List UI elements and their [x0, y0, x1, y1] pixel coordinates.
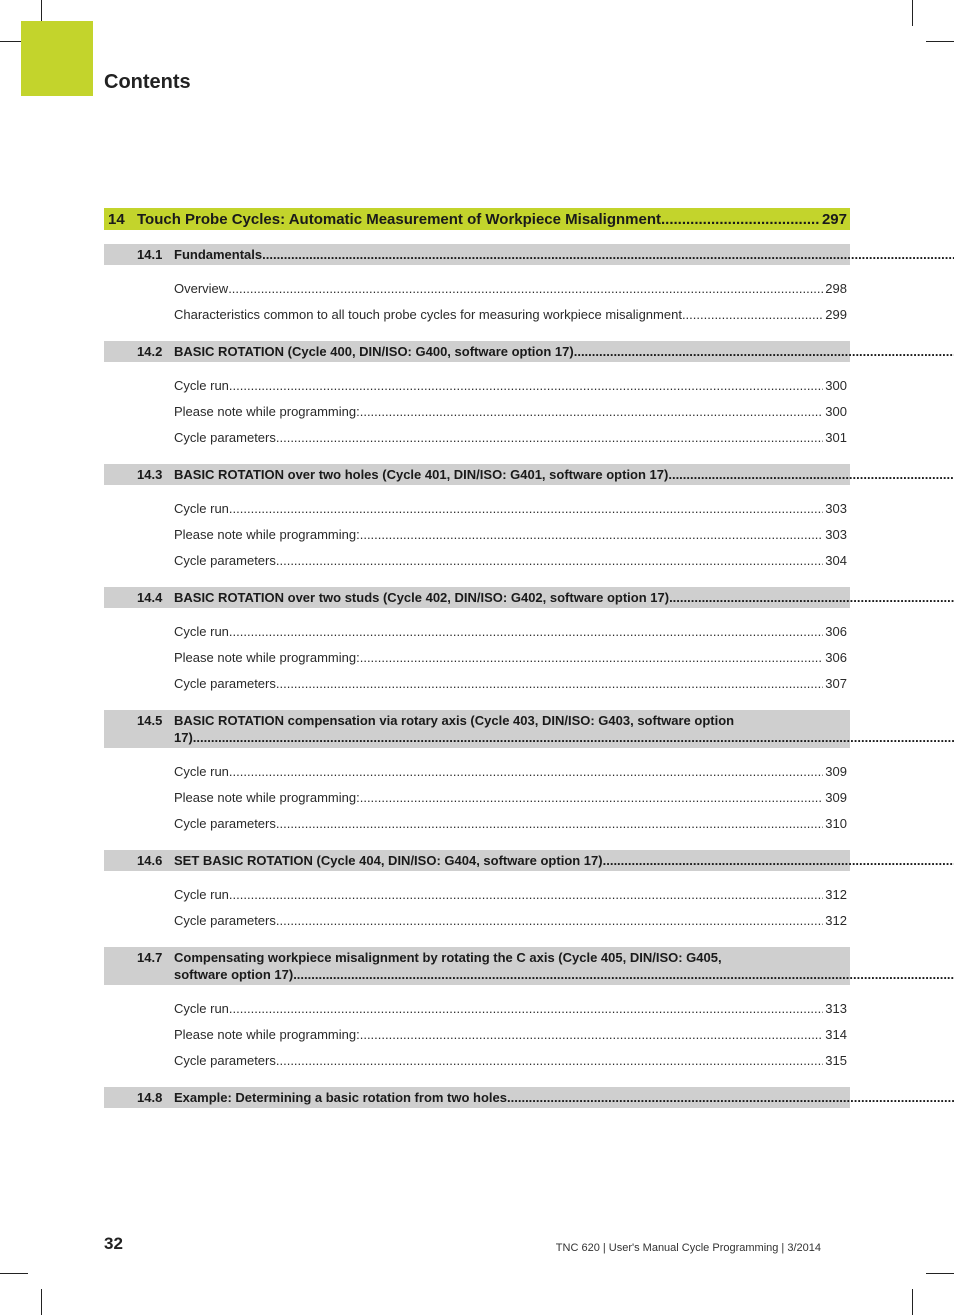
toc-entry[interactable] — [104, 547, 850, 573]
entry-page: 298 — [825, 280, 847, 296]
section-title-line — [174, 589, 954, 606]
toc-entry[interactable] — [104, 301, 850, 327]
entry-page: 307 — [825, 675, 847, 691]
dot-leader — [360, 527, 824, 542]
table-of-contents — [104, 208, 850, 1108]
entry-page: 306 — [825, 623, 847, 639]
section-title: BASIC ROTATION (Cycle 400, DIN/ISO: G400, software option 17) — [174, 344, 574, 359]
entry-title: Please note while programming: — [174, 649, 360, 665]
section-number: 14.7 — [137, 950, 163, 965]
section-title-line — [174, 852, 954, 869]
dot-leader — [507, 1089, 954, 1106]
section-title-line — [174, 949, 954, 966]
section-title-block — [174, 949, 954, 983]
entry-page: 309 — [825, 789, 847, 805]
dot-leader — [228, 281, 823, 296]
section-title-line — [174, 966, 954, 983]
section-title-block — [174, 246, 954, 263]
section-title: BASIC ROTATION over two holes (Cycle 401, DIN/ISO: G401, software option 17) — [174, 467, 669, 482]
entry-title: Characteristics common to all touch probe cycles for measuring workpiece misalignment — [174, 306, 682, 322]
footer-text: TNC 620 | User's Manual Cycle Programming | 3/2014 — [555, 1242, 821, 1254]
crop-mark — [41, 1289, 42, 1315]
section-title: 17) — [174, 730, 193, 745]
dot-leader — [574, 343, 954, 360]
section-heading[interactable] — [104, 341, 850, 362]
dot-leader — [661, 211, 820, 228]
section-title-block — [174, 1089, 954, 1106]
section-heading[interactable] — [104, 464, 850, 485]
dot-leader — [276, 676, 823, 691]
entry-title: Please note while programming: — [174, 526, 360, 542]
page-title: Contents — [104, 71, 191, 93]
dot-leader — [293, 966, 954, 983]
entry-title: Cycle run — [174, 500, 229, 516]
chapter-title: Touch Probe Cycles: Automatic Measurement of Workpiece Misalignment — [137, 210, 661, 228]
section-title-block — [174, 852, 954, 869]
dot-leader — [360, 404, 824, 419]
toc-entry[interactable] — [104, 1021, 850, 1047]
section-title: SET BASIC ROTATION (Cycle 404, DIN/ISO: G404, software option 17) — [174, 853, 603, 868]
section-number: 14.4 — [137, 590, 163, 605]
section-title: software option 17) — [174, 967, 294, 982]
section-title-block — [174, 589, 954, 606]
chapter-page: 297 — [821, 210, 847, 228]
entry-page: 306 — [825, 649, 847, 665]
entry-title: Cycle parameters — [174, 1052, 276, 1068]
section-number: 14.6 — [137, 853, 163, 868]
dot-leader — [262, 246, 954, 263]
section-title-line — [174, 466, 954, 483]
entry-title: Cycle parameters — [174, 815, 276, 831]
section-number: 14.1 — [137, 247, 163, 262]
toc-entry[interactable] — [104, 784, 850, 810]
toc-entry[interactable] — [104, 881, 850, 907]
section-title-line — [174, 729, 954, 746]
toc-entry[interactable] — [104, 995, 850, 1021]
entry-page: 304 — [825, 552, 847, 568]
entry-page: 301 — [825, 429, 847, 445]
dot-leader — [229, 501, 823, 516]
entry-page: 312 — [825, 912, 847, 928]
dot-leader — [668, 466, 954, 483]
entry-title: Cycle run — [174, 377, 229, 393]
section-title: BASIC ROTATION over two studs (Cycle 402, DIN/ISO: G402, software option 17) — [174, 590, 670, 605]
section-title-block — [174, 466, 954, 483]
dot-leader — [193, 729, 954, 746]
dot-leader — [276, 430, 823, 445]
entry-title: Cycle parameters — [174, 912, 276, 928]
entry-title: Cycle parameters — [174, 675, 276, 691]
crop-mark — [912, 1289, 913, 1315]
section-heading[interactable] — [104, 244, 850, 265]
crop-mark — [926, 1273, 954, 1274]
section-title-block — [174, 712, 954, 746]
entry-page: 300 — [825, 377, 847, 393]
entry-page: 300 — [825, 403, 847, 419]
dot-leader — [276, 553, 823, 568]
dot-leader — [360, 650, 824, 665]
section-title: BASIC ROTATION compensation via rotary axis (Cycle 403, DIN/ISO: G403, software option — [174, 713, 735, 728]
toc-entry[interactable] — [104, 670, 850, 696]
toc-entry[interactable] — [104, 495, 850, 521]
dot-leader — [229, 624, 823, 639]
section-title-line — [174, 246, 954, 263]
dot-leader — [276, 816, 823, 831]
footer-page-number: 32 — [104, 1234, 123, 1253]
toc-entry[interactable] — [104, 907, 850, 933]
toc-entry[interactable] — [104, 1047, 850, 1073]
entry-title: Cycle run — [174, 886, 229, 902]
toc-entry[interactable] — [104, 618, 850, 644]
section-heading[interactable] — [104, 850, 850, 871]
toc-entry[interactable] — [104, 424, 850, 450]
entry-title: Please note while programming: — [174, 403, 360, 419]
dot-leader — [360, 790, 824, 805]
section-title: Fundamentals — [174, 247, 263, 262]
dot-leader — [229, 378, 823, 393]
section-heading[interactable] — [104, 710, 850, 748]
crop-mark — [926, 41, 954, 42]
dot-leader — [669, 589, 954, 606]
section-title: Compensating workpiece misalignment by rotating the C axis (Cycle 405, DIN/ISO: G405, — [174, 950, 722, 965]
crop-mark — [0, 1273, 28, 1274]
entry-title: Please note while programming: — [174, 789, 360, 805]
chapter-number: 14 — [108, 210, 125, 228]
dot-leader — [276, 1053, 823, 1068]
entry-page: 313 — [825, 1000, 847, 1016]
toc-entry[interactable] — [104, 521, 850, 547]
section-number: 14.8 — [137, 1090, 163, 1105]
toc-entry[interactable] — [104, 758, 850, 784]
entry-title: Cycle run — [174, 1000, 229, 1016]
dot-leader — [360, 1027, 824, 1042]
entry-page: 303 — [825, 526, 847, 542]
entry-page: 299 — [825, 306, 847, 322]
toc-entry[interactable] — [104, 372, 850, 398]
section-heading[interactable] — [104, 947, 850, 985]
section-title-line — [174, 1089, 954, 1106]
toc-entry[interactable] — [104, 644, 850, 670]
toc-entry[interactable] — [104, 398, 850, 424]
toc-entry[interactable] — [104, 810, 850, 836]
entry-page: 312 — [825, 886, 847, 902]
toc-entry[interactable] — [104, 275, 850, 301]
crop-mark — [912, 0, 913, 26]
entry-title: Overview — [174, 280, 229, 296]
section-title: Example: Determining a basic rotation from two holes — [174, 1090, 508, 1105]
section-number: 14.3 — [137, 467, 163, 482]
section-number: 14.2 — [137, 344, 163, 359]
entry-title: Cycle parameters — [174, 552, 276, 568]
dot-leader — [276, 913, 823, 928]
section-heading[interactable] — [104, 587, 850, 608]
entry-title: Cycle run — [174, 623, 229, 639]
chapter-heading[interactable] — [104, 208, 850, 230]
section-heading[interactable] — [104, 1087, 850, 1108]
entry-title: Cycle run — [174, 763, 229, 779]
dot-leader — [229, 1001, 823, 1016]
accent-block — [21, 21, 93, 96]
dot-leader — [229, 764, 823, 779]
section-title-block — [174, 343, 954, 360]
entry-page: 303 — [825, 500, 847, 516]
dot-leader — [603, 852, 954, 869]
entry-page: 315 — [825, 1052, 847, 1068]
entry-page: 310 — [825, 815, 847, 831]
section-number: 14.5 — [137, 713, 163, 728]
section-title-line — [174, 343, 954, 360]
entry-page: 314 — [825, 1026, 847, 1042]
entry-page: 309 — [825, 763, 847, 779]
section-title-line — [174, 712, 954, 729]
dot-leader — [229, 887, 823, 902]
entry-title: Please note while programming: — [174, 1026, 360, 1042]
dot-leader — [682, 307, 823, 322]
entry-title: Cycle parameters — [174, 429, 276, 445]
